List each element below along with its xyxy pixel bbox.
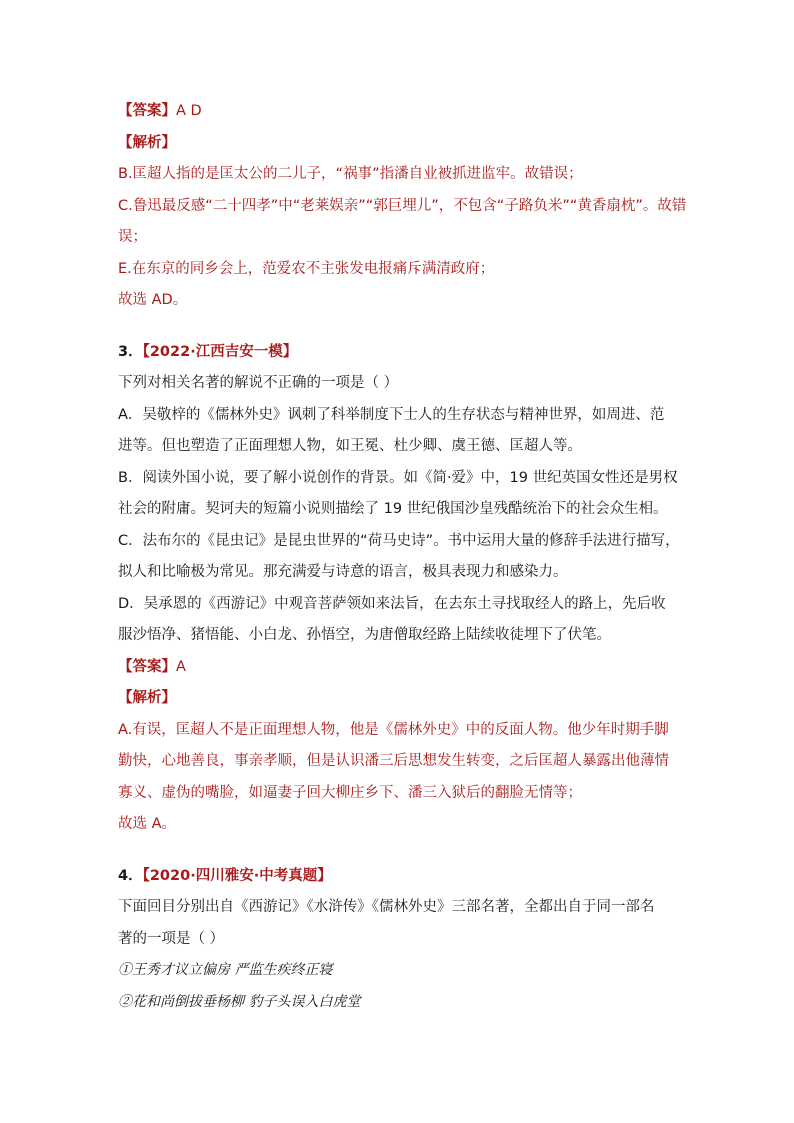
question-stem: 下列对相关名著的解说不正确的一项是（ ） bbox=[118, 375, 399, 391]
analysis-line: E.在东京的同乡会上，范爱农不主张发电报痛斥满清政府； bbox=[118, 260, 495, 277]
option-line: 社会的附庸。契诃夫的短篇小说则描绘了 19 世纪俄国沙皇残酷统治下的社会众生相。 bbox=[118, 501, 668, 517]
question-title bbox=[118, 861, 678, 893]
answer-value: A D bbox=[176, 103, 202, 119]
analysis-heading bbox=[118, 683, 678, 715]
answer-line bbox=[118, 652, 678, 684]
question-stem: 下面回目分别出自《西游记》《水浒传》《儒林外史》三部名著，全都出自于同一部名 bbox=[118, 899, 655, 915]
option-line: D．吴承恩的《西游记》中观音菩萨领如来法旨，在去东土寻找取经人的路上，先后收 bbox=[118, 595, 666, 612]
analysis-line: 故选 AD。 bbox=[118, 292, 188, 308]
analysis-heading bbox=[118, 128, 678, 160]
answer-value: A bbox=[176, 658, 186, 675]
option-line: 进等。但也塑造了正面理想人物，如王冕、杜少卿、虞王德、匡超人等。 bbox=[118, 438, 582, 454]
question-title bbox=[118, 337, 678, 369]
answer-label: 【答案】 bbox=[118, 103, 176, 119]
analysis-label: 【解析】 bbox=[118, 690, 176, 706]
option-line: B．阅读外国小说，要了解小说创作的背景。如《简·爱》中，19 世纪英国女性还是男权 bbox=[118, 469, 678, 486]
option-line: 服沙悟净、猪悟能、小白龙、孙悟空，为唐僧取经路上陆续收徒埋下了伏笔。 bbox=[118, 627, 611, 643]
question-source: 【2020·四川雅安·中考真题】 bbox=[142, 867, 332, 884]
option-line: 拟人和比喻极为常见。那充满爱与诗意的语言，极具表现力和感染力。 bbox=[118, 564, 568, 580]
chapter-item: ①王秀才议立偏房 严监生疾终正寝 bbox=[118, 962, 333, 978]
analysis-line: B.匡超人指的是匡太公的二儿子，“祸事”指潘自业被抓进监牢。故错误； bbox=[118, 166, 583, 182]
analysis-line: A.有误，匡超人不是正面理想人物，他是《儒林外史》中的反面人物。他少年时期手脚 bbox=[118, 721, 669, 738]
analysis-line: 误； bbox=[118, 229, 147, 245]
answer-line bbox=[118, 96, 678, 128]
answer-label: 【答案】 bbox=[118, 658, 176, 675]
document-page bbox=[118, 96, 687, 1018]
question-number: 4． bbox=[118, 867, 143, 884]
analysis-line: 勤快，心地善良，事亲孝顺，但是认识潘三后思想发生转变，之后匡超人暴露出他薄情 bbox=[118, 753, 669, 769]
analysis-line: 故选 A。 bbox=[118, 816, 177, 832]
chapter-item: ②花和尚倒拔垂杨柳 豹子头误入白虎堂 bbox=[118, 993, 361, 1010]
analysis-line: C.鲁迅最反感“二十四孝”中“老莱娱亲”“郭巨埋儿”，不包含“子路负米”“黄香扇枕”。故错 bbox=[118, 197, 687, 214]
question-source: 【2022·江西吉安一模】 bbox=[142, 343, 298, 360]
question-stem: 著的一项是（ ） bbox=[118, 930, 225, 947]
question-number: 3． bbox=[118, 343, 143, 360]
option-line: A．吴敬梓的《儒林外史》讽刺了科举制度下士人的生存状态与精神世界，如周进、范 bbox=[118, 406, 665, 423]
analysis-label: 【解析】 bbox=[118, 134, 176, 151]
analysis-line: 寡义、虚伪的嘴脸，如逼妻子回大柳庄乡下、潘三入狱后的翻脸无情等； bbox=[118, 784, 582, 801]
option-line: C．法布尔的《昆虫记》是昆虫世界的“荷马史诗”。书中运用大量的修辞手法进行描写， bbox=[118, 532, 680, 549]
